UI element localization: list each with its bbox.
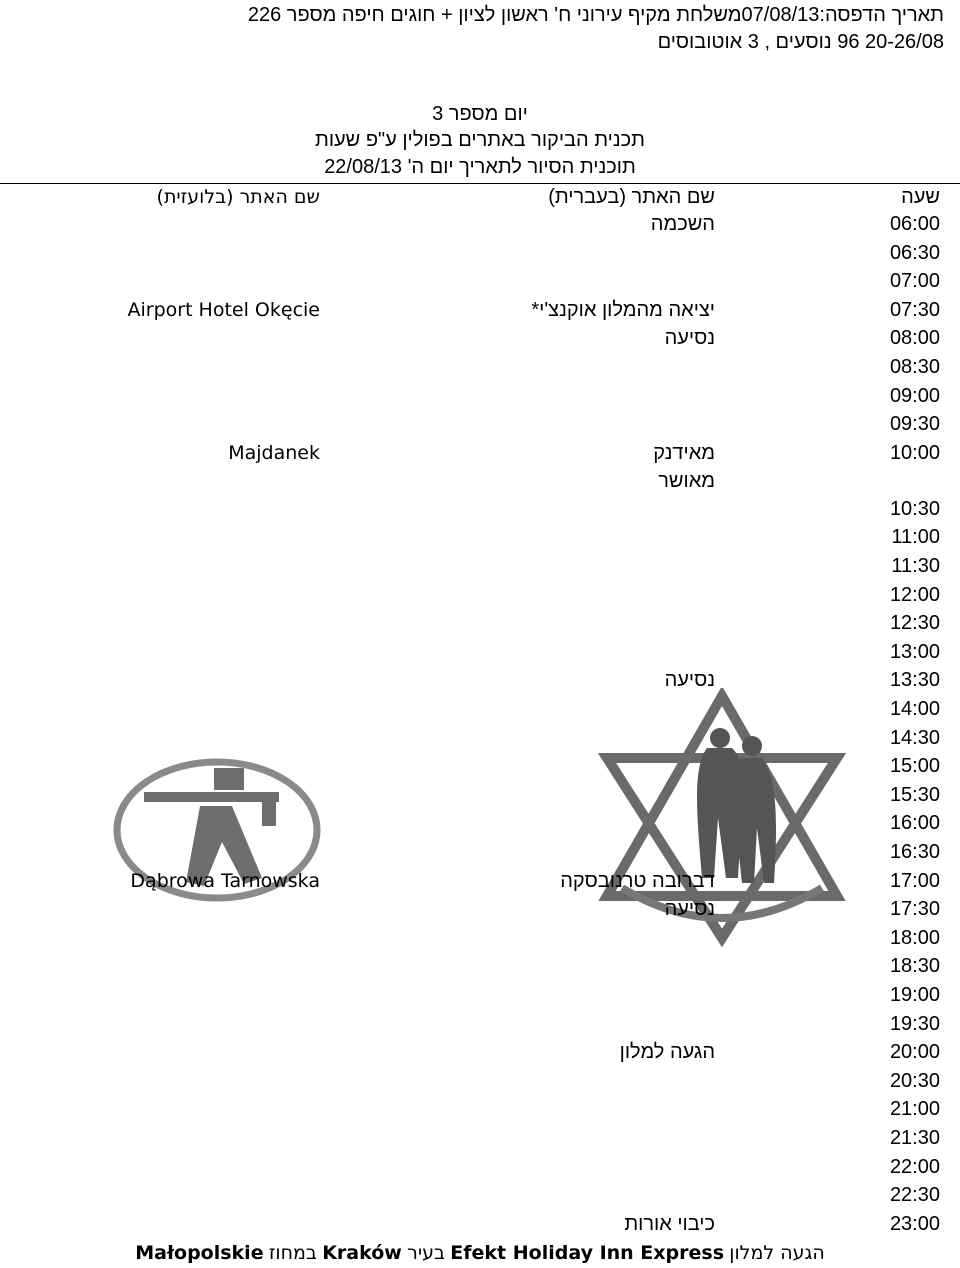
row-time: 23:00 [889,1212,940,1235]
row-site-hebrew: נסיעה [664,669,715,692]
row-time: 16:00 [889,812,940,835]
table-row [0,782,960,810]
table-row [0,953,960,981]
table-row [0,1125,960,1153]
table-header-row [0,183,960,210]
row-time: 20:00 [889,1041,940,1064]
table-row [0,1154,960,1182]
table-row [0,810,960,838]
table-row [0,411,960,439]
row-site-hebrew: נסיעה [664,327,715,350]
print-header-line: תאריך הדפסה:07/08/13משלחת מקיף עירוני ח' ראשון לציון + חוגים חיפה מספר 226 [247,4,944,26]
table-row [0,696,960,724]
column-header-time: שעה [901,186,940,208]
table-row [0,925,960,953]
row-time: 09:00 [889,384,940,407]
row-site-latin: Majdanek [228,441,320,464]
row-time: 11:00 [891,526,940,549]
row-site-hebrew: דברובה טרנובסקה [560,869,715,892]
row-site-hebrew: הגעה למלון [619,1041,715,1064]
row-time: 22:30 [889,1184,940,1207]
row-time: 08:00 [889,327,940,350]
plan-title: תכנית הביקור באתרים בפולין ע"פ שעות [315,129,645,151]
table-row [0,582,960,610]
tour-date-line: תוכנית הסיור לתאריך יום ה' 22/08/13 [324,156,636,178]
row-time: 18:30 [889,955,940,978]
row-time: 18:00 [889,926,940,949]
table-row [0,753,960,781]
row-time: 22:00 [889,1155,940,1178]
table-row [0,610,960,638]
row-site-hebrew: השכמה [650,213,715,235]
row-time: 10:30 [889,497,940,520]
row-time: 08:30 [889,356,940,378]
row-site-latin: Airport Hotel Okęcie [127,298,320,321]
table-row [0,524,960,552]
table-row [0,496,960,524]
row-time: 12:00 [889,583,940,606]
row-time: 07:30 [889,298,940,321]
row-time: 12:30 [889,612,940,635]
table-row [0,667,960,695]
table-row [0,1096,960,1124]
footer-region-name: Małopolskie [135,1242,264,1264]
table-row [0,1011,960,1039]
row-time: 09:30 [889,413,940,436]
row-time: 21:30 [889,1127,940,1149]
row-time: 10:00 [889,441,940,464]
row-time: 06:30 [889,241,940,264]
row-time: 15:30 [889,783,940,806]
table-row [0,1039,960,1067]
table-row [0,211,960,239]
table-row [0,1182,960,1210]
row-time: 19:00 [889,984,940,1006]
table-row [0,725,960,753]
row-site-hebrew: כיבוי אורות [624,1212,715,1235]
row-site-hebrew: מאידנק [653,441,715,464]
row-time: 20:30 [889,1069,940,1092]
table-row [0,440,960,492]
table-row [0,325,960,353]
table-row [0,896,960,924]
footer-city-name: Kraków [322,1242,402,1264]
table-row [0,354,960,382]
row-time: 15:00 [889,755,940,778]
footer-in-region-text: במחוז [268,1242,317,1264]
row-time: 07:00 [889,270,940,293]
footer-arrive-text: הגעה למלון [729,1242,825,1264]
delegation-details-line: 20-26/08 96 נוסעים , 3 אוטובוסים [657,31,944,53]
row-time: 14:30 [889,726,940,749]
table-row [0,240,960,268]
row-time: 19:30 [889,1012,940,1035]
table-row [0,1068,960,1096]
table-row [0,639,960,667]
row-site-hebrew: נסיעה [664,898,715,921]
row-time: 16:30 [889,841,940,863]
day-number: יום מספר 3 [432,103,528,125]
row-time: 21:00 [889,1098,940,1121]
table-row [0,383,960,411]
row-time: 17:00 [889,869,940,892]
table-row [0,1211,960,1239]
footer-in-city-text: בעיר [407,1242,445,1264]
row-time: 06:00 [889,213,940,235]
table-row [0,553,960,581]
table-row [0,297,960,325]
footer-hotel-name: Efekt Holiday Inn Express [450,1242,725,1264]
row-site-latin: Dąbrowa Tarnowska [130,869,320,892]
row-time: 13:00 [889,640,940,663]
row-time: 13:30 [889,669,940,692]
table-row [0,268,960,296]
row-time: 17:30 [889,898,940,921]
row-site-hebrew-status: מאושר [658,469,715,492]
hotel-arrival-footer [0,1241,960,1266]
column-header-latin: שם האתר (בלועזית) [156,186,320,208]
column-header-hebrew: שם האתר (בעברית) [548,186,715,208]
row-time: 11:30 [891,555,940,577]
row-time: 14:00 [889,698,940,720]
table-row [0,839,960,867]
row-site-hebrew: יציאה מהמלון אוקנצ'י* [531,298,715,321]
table-row [0,982,960,1010]
table-row [0,868,960,896]
